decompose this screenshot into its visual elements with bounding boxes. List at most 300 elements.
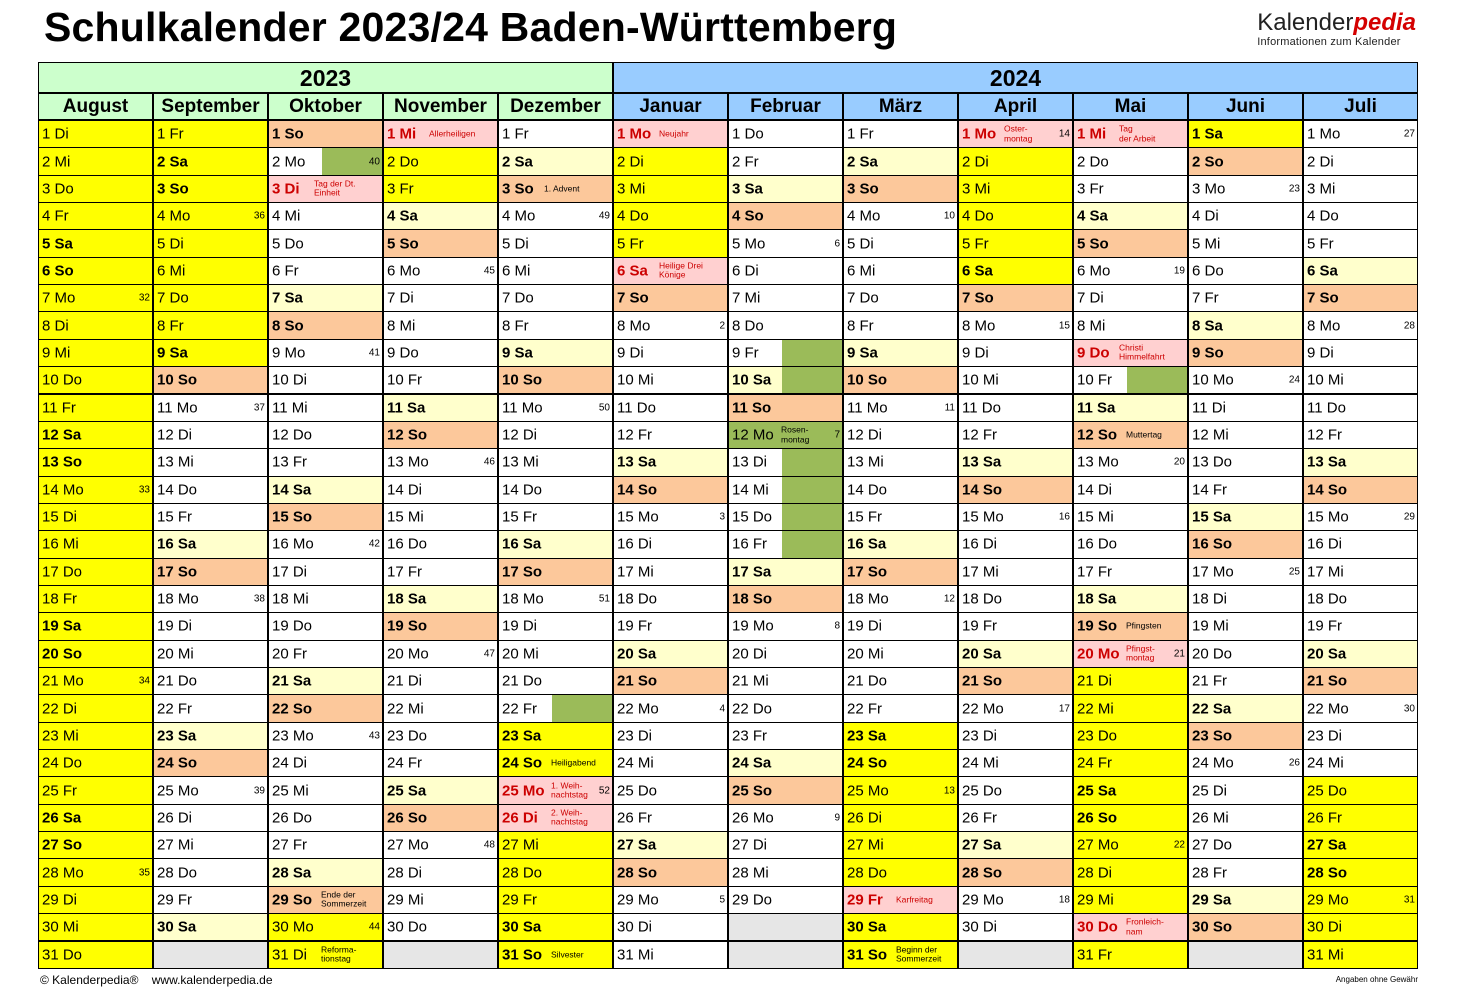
week-number: 45 [483,265,495,277]
week-number: 51 [598,593,610,605]
day-label: 9 Di [617,344,644,362]
day-cell [383,749,498,777]
day-cell [958,175,1073,203]
day-label: 27 Mo [1077,836,1119,854]
day-label: 25 Mi [272,782,309,800]
day-label: 10 Mo [1192,371,1234,389]
week-number: 30 [1403,703,1415,715]
day-cell [1073,858,1188,886]
day-cell [383,229,498,257]
day-label: 15 Mo [962,508,1004,526]
day-cell [498,886,613,914]
day-label: 2 Di [617,153,644,171]
day-label: 2 Di [962,153,989,171]
day-label: 8 Mo [962,317,996,335]
day-label: 21 So [1307,672,1348,690]
day-label: 11 Fr [42,399,76,417]
day-label: 27 Di [732,836,768,854]
day-label: 15 Fr [157,508,193,526]
day-cell [728,886,843,914]
day-label: 30 Mi [42,918,79,936]
day-cell [1188,120,1303,148]
week-number: 39 [253,785,265,797]
day-cell [38,339,153,367]
day-cell [613,421,728,449]
day-cell [958,311,1073,339]
day-label: 3 Mi [617,180,646,198]
day-label: 20 Mi [847,645,884,663]
day-note: 1. Advent [544,183,580,194]
day-label: 7 Do [847,289,879,307]
day-cell [38,612,153,640]
week-number: 5 [719,894,725,906]
holiday-name: Tag der Arbeit [1119,123,1156,144]
day-label: 17 Mo [1192,563,1234,581]
week-number: 36 [253,210,265,222]
day-cell [383,913,498,941]
day-cell [383,831,498,859]
day-label: 4 Do [962,207,994,225]
day-cell [728,448,843,476]
day-cell [613,749,728,777]
day-cell [958,202,1073,230]
day-cell [383,558,498,586]
week-number: 43 [368,730,380,742]
day-cell [1188,858,1303,886]
day-cell [38,913,153,941]
day-cell [1188,202,1303,230]
day-cell [153,257,268,285]
day-cell [1073,394,1188,422]
day-cell [613,831,728,859]
day-cell [1188,640,1303,668]
day-cell [1188,448,1303,476]
day-label: 25 Fr [42,782,78,800]
day-cell [1073,585,1188,613]
day-label: 25 Di [1192,782,1228,800]
day-label: 20 Fr [272,645,308,663]
day-label: 4 Sa [1077,207,1108,225]
day-label: 4 Fr [42,207,69,225]
day-label: 16 Sa [157,535,197,553]
day-cell [153,558,268,586]
day-cell [1303,120,1418,148]
day-label: 20 Sa [962,645,1002,663]
day-label: 1 Mo [617,125,652,143]
day-label: 10 Mi [1307,371,1344,389]
week-number: 37 [253,402,265,414]
day-cell [153,229,268,257]
empty-day-cell [728,941,843,969]
day-cell [843,612,958,640]
day-cell [958,147,1073,175]
day-label: 3 So [502,180,534,198]
day-label: 9 Mi [42,344,71,362]
day-cell [843,503,958,531]
footer-url[interactable]: www.kalenderpedia.de [151,973,273,987]
day-cell [153,530,268,558]
day-label: 1 Mo [962,125,997,143]
day-label: 4 Mo [157,207,191,225]
week-number: 41 [368,347,380,359]
day-cell [1303,311,1418,339]
day-cell [843,366,958,394]
day-label: 22 Sa [1192,700,1232,718]
day-cell [613,366,728,394]
day-label: 18 Mo [157,590,199,608]
week-number: 28 [1403,320,1415,332]
day-cell [1188,229,1303,257]
day-cell [498,257,613,285]
day-cell [38,941,153,969]
holiday-name: Allerheiligen [429,128,476,139]
day-cell [613,804,728,832]
day-cell [153,175,268,203]
day-label: 23 Sa [157,727,197,745]
month-header-februar: Februar [728,93,843,120]
day-label: 27 So [42,836,83,854]
day-label: 4 Di [1192,207,1219,225]
brand-name: Kalenderpedia [1257,9,1416,36]
day-label: 3 Mo [1192,180,1226,198]
day-cell [153,667,268,695]
day-label: 2 Mo [272,153,306,171]
week-number: 27 [1403,128,1415,140]
day-cell [38,311,153,339]
day-cell [613,612,728,640]
day-label: 30 Sa [847,918,887,936]
day-cell [1303,284,1418,312]
day-label: 6 Sa [617,262,648,280]
day-label: 2 Sa [157,153,188,171]
day-label: 9 Sa [847,344,878,362]
day-cell [728,284,843,312]
day-cell [268,722,383,750]
day-cell [153,722,268,750]
day-cell [268,941,383,969]
week-number: 35 [138,867,150,879]
day-cell [1188,612,1303,640]
day-cell [728,503,843,531]
day-cell [1073,941,1188,969]
day-label: 10 So [502,371,543,389]
week-number: 32 [138,292,150,304]
day-cell [728,394,843,422]
day-cell [153,202,268,230]
day-label: 6 Mi [157,262,186,280]
day-cell [498,722,613,750]
day-cell [268,585,383,613]
day-label: 18 Do [617,590,658,608]
day-label: 19 Mo [732,617,774,635]
week-number: 12 [943,593,955,605]
day-cell [1188,503,1303,531]
day-cell [1073,530,1188,558]
day-label: 11 Di [1192,399,1226,417]
day-cell [958,749,1073,777]
day-cell [38,448,153,476]
day-label: 15 Do [732,508,773,526]
day-label: 29 Mo [1307,891,1349,909]
day-label: 9 Di [962,344,989,362]
day-cell [613,941,728,969]
day-label: 23 Sa [847,727,887,745]
day-label: 1 Fr [502,125,529,143]
day-label: 3 Mi [1307,180,1336,198]
day-label: 12 Di [502,426,538,444]
day-cell [38,585,153,613]
day-label: 5 Do [272,235,304,253]
day-cell [843,120,958,148]
day-cell [1188,776,1303,804]
day-label: 20 Mo [1077,645,1120,663]
day-cell [728,694,843,722]
day-label: 25 Do [962,782,1003,800]
day-cell [728,612,843,640]
day-cell [728,202,843,230]
day-cell [498,202,613,230]
day-cell [843,804,958,832]
day-label: 21 Do [157,672,198,690]
day-label: 7 So [617,289,649,307]
day-cell [268,913,383,941]
day-cell [498,448,613,476]
day-cell [843,585,958,613]
day-cell [268,694,383,722]
day-label: 10 Mi [962,371,999,389]
day-cell [1188,421,1303,449]
week-number: 44 [368,921,380,933]
day-label: 24 Fr [387,754,423,772]
day-label: 31 So [502,946,543,964]
day-cell [268,612,383,640]
day-cell [1188,913,1303,941]
day-label: 7 Mo [42,289,76,307]
day-cell [1073,147,1188,175]
day-cell [1073,366,1188,394]
day-note: Ende der Sommerzeit [321,889,367,909]
day-label: 15 Mo [617,508,659,526]
day-label: 17 So [502,563,543,581]
week-number: 40 [368,156,380,168]
day-label: 4 Mi [272,207,301,225]
day-cell [1303,667,1418,695]
day-cell [498,694,613,722]
day-label: 22 So [272,700,313,718]
day-cell [498,284,613,312]
day-label: 28 Di [1077,864,1113,882]
week-number: 7 [834,429,840,441]
day-cell [958,120,1073,148]
week-number: 3 [719,511,725,523]
footer-disclaimer: Angaben ohne Gewähr [1335,975,1418,984]
day-label: 18 Sa [1077,590,1117,608]
day-label: 27 Do [1192,836,1233,854]
day-label: 22 Fr [157,700,193,718]
day-cell [268,366,383,394]
day-label: 2 Mi [42,153,71,171]
week-number: 24 [1288,374,1300,386]
day-label: 23 Mo [272,727,314,745]
day-cell [268,394,383,422]
day-label: 8 Mi [387,317,416,335]
day-cell [268,284,383,312]
day-cell [728,476,843,504]
day-label: 9 Do [387,344,419,362]
day-label: 21 Sa [272,672,312,690]
week-number: 26 [1288,757,1300,769]
day-cell [843,202,958,230]
month-header-august: August [38,93,153,120]
day-cell [498,585,613,613]
day-label: 11 Mo [157,399,198,417]
day-cell [1303,366,1418,394]
day-label: 9 Di [1307,344,1334,362]
holiday-name: 2. Weih- nachtstag [551,807,588,827]
day-label: 26 So [387,809,428,827]
day-label: 4 Sa [387,207,418,225]
day-label: 5 Fr [962,235,989,253]
day-label: 19 So [387,617,428,635]
day-cell [1303,831,1418,859]
day-label: 7 Do [502,289,534,307]
day-label: 14 Do [502,481,543,499]
day-label: 9 Do [1077,344,1110,362]
day-label: 21 Di [1077,672,1113,690]
day-cell [1073,476,1188,504]
day-cell [38,394,153,422]
day-cell [1188,147,1303,175]
day-cell [38,776,153,804]
day-cell [498,640,613,668]
month-header-april: April [958,93,1073,120]
holiday-name: Oster- montag [1004,123,1033,144]
day-cell [268,858,383,886]
day-cell [728,366,843,394]
day-cell [1073,804,1188,832]
day-label: 24 Do [42,754,83,772]
day-cell [1073,503,1188,531]
day-label: 9 Fr [732,344,759,362]
day-label: 14 Mi [732,481,769,499]
day-cell [268,831,383,859]
day-cell [613,694,728,722]
day-cell [383,585,498,613]
day-label: 17 So [847,563,888,581]
day-label: 27 Sa [617,836,657,854]
day-cell [958,722,1073,750]
day-cell [153,831,268,859]
day-cell [613,476,728,504]
day-label: 14 So [617,481,658,499]
day-label: 13 Fr [272,453,308,471]
day-label: 24 Mi [617,754,654,772]
week-number: 34 [138,675,150,687]
day-label: 6 Sa [1307,262,1338,280]
day-cell [843,640,958,668]
day-label: 16 Do [387,535,428,553]
day-label: 12 Fr [962,426,998,444]
day-label: 30 Do [387,918,428,936]
day-label: 29 Mo [962,891,1004,909]
week-number: 17 [1058,703,1070,715]
page-title: Schulkalender 2023/24 Baden-Württemberg [44,4,898,50]
day-cell [843,722,958,750]
day-label: 18 So [732,590,773,608]
movable-day-off-marker [1127,367,1187,393]
month-header-september: September [153,93,268,120]
day-label: 1 Di [42,125,69,143]
day-label: 9 Mo [272,344,306,362]
day-cell [268,120,383,148]
day-cell [1303,394,1418,422]
day-cell [153,858,268,886]
day-cell [268,776,383,804]
day-cell [728,667,843,695]
day-label: 29 Mi [387,891,424,909]
day-cell [1303,530,1418,558]
day-label: 4 Do [617,207,649,225]
day-label: 14 Di [387,481,423,499]
day-label: 24 Mi [1307,754,1344,772]
day-cell [153,640,268,668]
day-cell [383,394,498,422]
day-label: 24 Fr [1077,754,1113,772]
day-cell [843,776,958,804]
day-cell [1073,421,1188,449]
day-cell [843,147,958,175]
week-number: 31 [1403,894,1415,906]
day-label: 12 Di [847,426,883,444]
day-cell [38,749,153,777]
day-label: 7 Di [387,289,414,307]
day-label: 11 Sa [387,399,426,417]
day-label: 12 So [1077,426,1118,444]
holiday-name: Heilige Drei Könige [659,260,703,280]
day-cell [38,694,153,722]
brand-subtitle: Informationen zum Kalender [1257,36,1401,48]
day-label: 28 So [617,864,658,882]
day-label: 14 Di [1077,481,1113,499]
day-label: 17 Do [42,563,83,581]
day-label: 6 Mo [1077,262,1111,280]
day-cell [38,503,153,531]
day-cell [268,667,383,695]
day-label: 23 Mi [42,727,79,745]
day-cell [383,886,498,914]
day-label: 13 Mi [157,453,194,471]
movable-day-off-marker [782,477,842,503]
day-cell [613,913,728,941]
day-label: 14 Mo [42,481,84,499]
day-label: 21 Mo [42,672,84,690]
day-label: 12 Fr [1307,426,1343,444]
day-cell [1188,886,1303,914]
day-label: 6 Sa [962,262,993,280]
day-cell [1188,366,1303,394]
day-cell [843,229,958,257]
day-cell [843,667,958,695]
day-label: 21 Mi [732,672,769,690]
week-number: 29 [1403,511,1415,523]
day-note: Silvester [551,948,584,959]
day-label: 5 Di [502,235,529,253]
day-label: 8 Fr [847,317,874,335]
day-label: 25 Do [617,782,658,800]
day-cell [498,147,613,175]
day-label: 25 So [732,782,773,800]
day-label: 20 So [42,645,83,663]
